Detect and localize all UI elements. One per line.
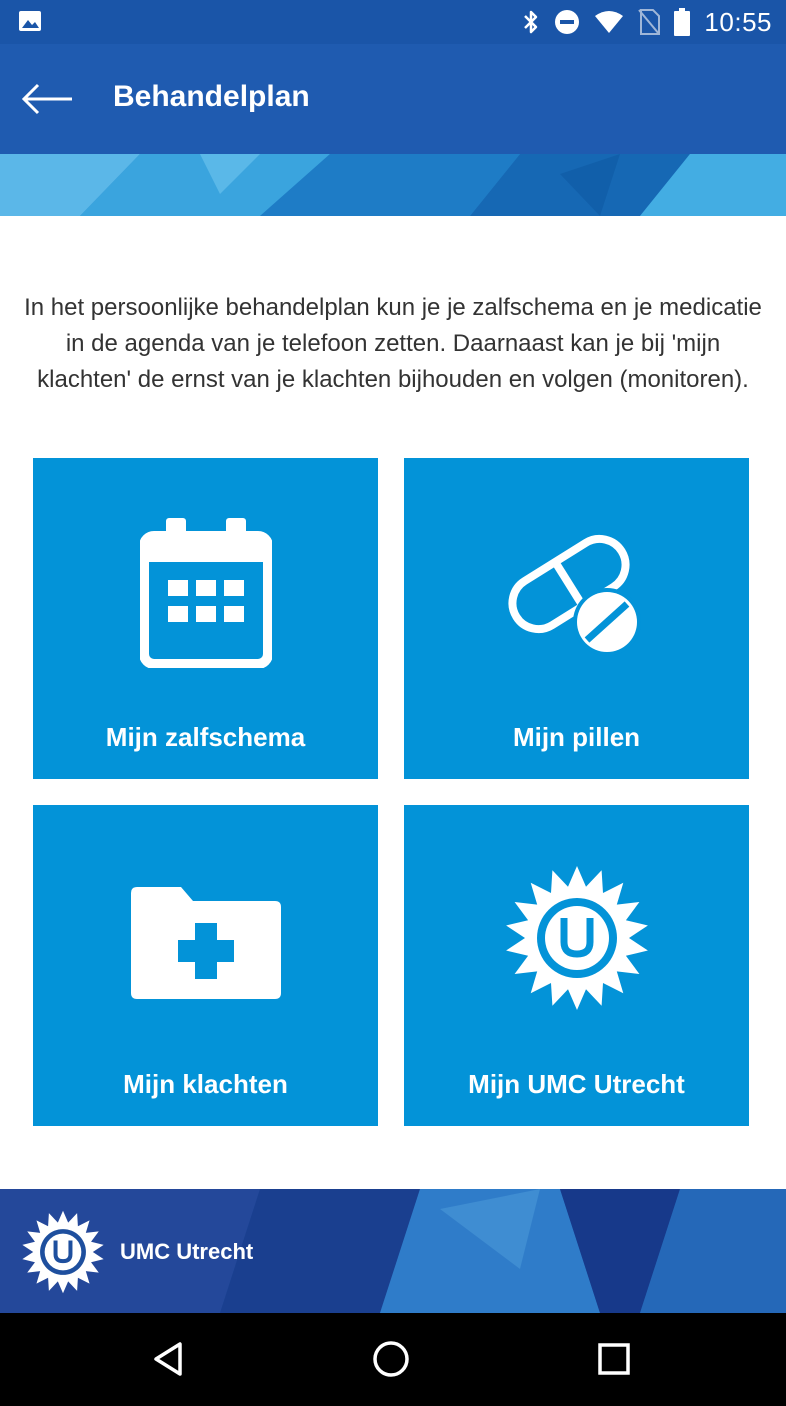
intro-text: In het persoonlijke behandelplan kun je je zalfschema en je medicatie in de agenda van je telefoon zetten. Daarnaast kan je bij 'mijn klachten' de ernst van je klachten bijhouden en volgen (monitoren). (24, 294, 762, 393)
status-bar (0, 0, 786, 44)
wifi-icon (594, 10, 624, 34)
tile-klachten[interactable] (33, 805, 378, 1126)
bluetooth-icon (522, 9, 540, 35)
pills-icon (497, 522, 657, 662)
calendar-icon (140, 518, 272, 668)
tile-label: Mijn zalfschema (105, 722, 306, 752)
no-sim-icon (638, 9, 660, 35)
tile-zalfschema[interactable] (33, 458, 378, 779)
do-not-disturb-icon (554, 9, 580, 35)
tile-umc-utrecht[interactable] (404, 805, 749, 1126)
umc-logo-icon (502, 863, 652, 1013)
page-title: Behandelplan (113, 80, 310, 113)
footer-brand: UMC Utrecht (120, 1239, 254, 1264)
home-circle-icon[interactable] (371, 1339, 411, 1379)
folder-plus-icon (131, 887, 281, 999)
footer-background (0, 1189, 786, 1313)
gallery-icon (18, 10, 42, 32)
back-triangle-icon[interactable] (150, 1339, 190, 1379)
battery-icon (674, 8, 690, 36)
recents-square-icon[interactable] (594, 1339, 634, 1379)
system-nav-bar (0, 1313, 786, 1406)
tile-pillen[interactable] (404, 458, 749, 779)
tile-label: Mijn UMC Utrecht (468, 1069, 685, 1099)
footer (0, 1189, 786, 1313)
header-banner (0, 154, 786, 216)
umc-logo-icon (20, 1209, 106, 1295)
tile-label: Mijn pillen (512, 722, 641, 752)
app-bar (0, 44, 786, 154)
status-time: 10:55 (704, 6, 772, 37)
back-arrow-icon[interactable] (18, 74, 78, 124)
tile-label: Mijn klachten (123, 1069, 288, 1099)
status-icons (522, 0, 772, 44)
